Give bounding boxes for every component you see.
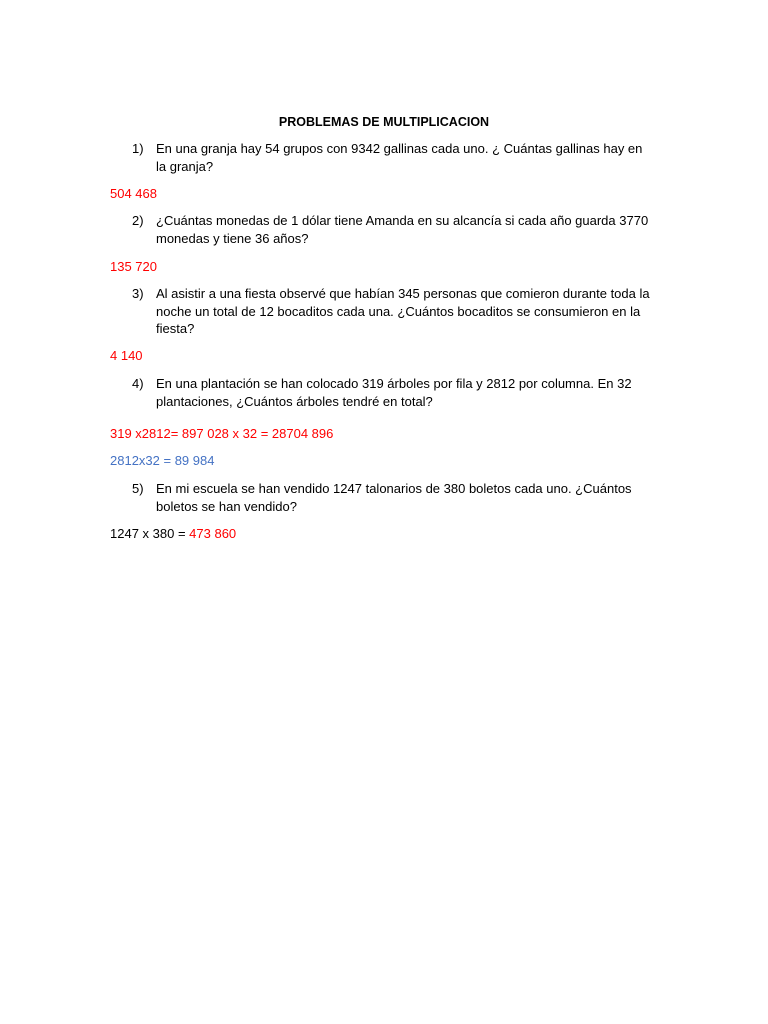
answer-5 (110, 525, 236, 542)
page-title: PROBLEMAS DE MULTIPLICACION (278, 115, 490, 129)
problem-number: 2) (132, 213, 144, 228)
problem-text: En mi escuela se han vendido 1247 talonarios de 380 boletos cada uno. ¿Cuántos boletos se han vendido? (156, 481, 632, 514)
answer-3: 4 140 (110, 348, 143, 363)
answer-2: 135 720 (110, 259, 157, 274)
answer-1: 504 468 (110, 186, 157, 201)
problem-number: 1) (132, 141, 144, 156)
problem-text: Al asistir a una fiesta observé que habían 345 personas que comieron durante toda la noche un total de 12 bocaditos cada una. ¿Cuántos bocaditos se consumieron en la fiesta? (156, 286, 650, 336)
problem-text: En una plantación se han colocado 319 árboles por fila y 2812 por columna. En 32 plantaciones, ¿Cuántos árboles tendré en total? (156, 376, 632, 409)
problem-text: En una granja hay 54 grupos con 9342 gallinas cada uno. ¿ Cuántas gallinas hay en la granja? (156, 141, 643, 174)
problem-text: ¿Cuántas monedas de 1 dólar tiene Amanda en su alcancía si cada año guarda 3770 monedas y tiene 36 años? (156, 213, 649, 246)
problem-number: 4) (132, 376, 144, 391)
problem-number: 5) (132, 481, 144, 496)
answer-4-secondary: 2812x32 = 89 984 (110, 453, 215, 468)
answer-4: 319 x2812= 897 028 x 32 = 28704 896 (110, 426, 334, 441)
answer-5-expression: 1247 x 380 = (110, 526, 190, 541)
problem-number: 3) (132, 286, 144, 301)
answer-5-result: 473 860 (189, 526, 237, 541)
